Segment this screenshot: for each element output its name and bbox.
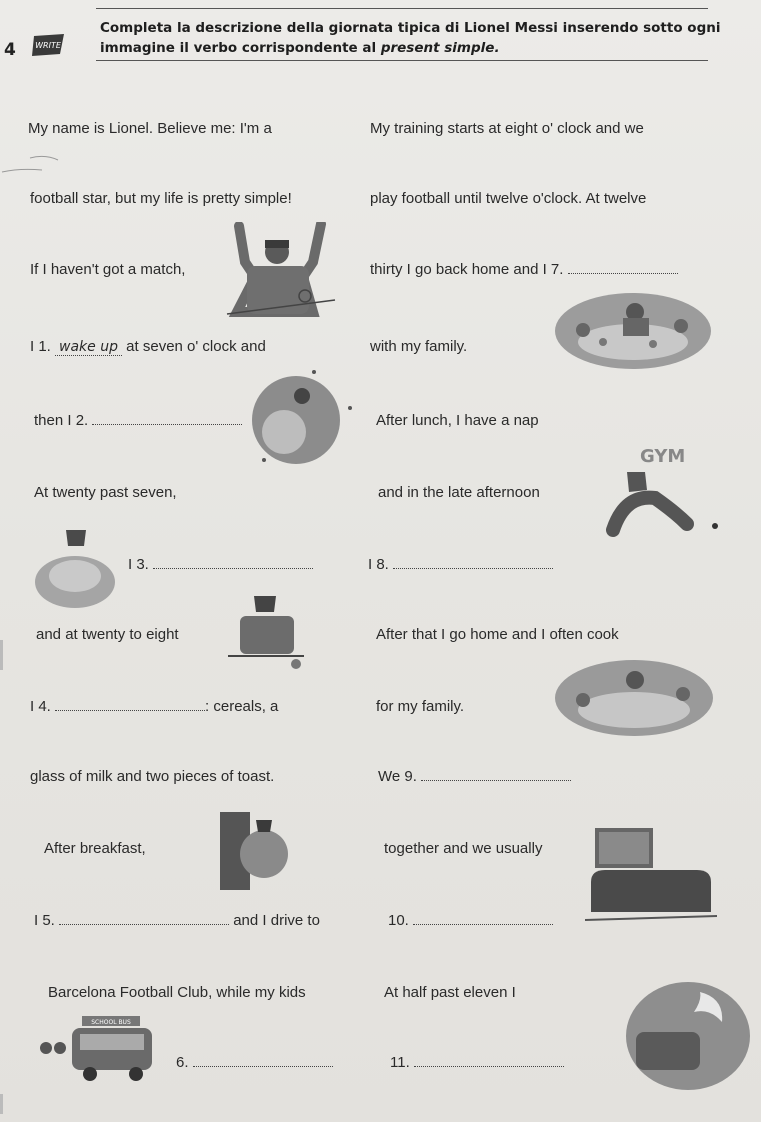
left-line-1: My name is Lionel. Believe me: I'm a <box>28 120 272 137</box>
left-line-12: I 5. and I drive to <box>34 912 320 929</box>
answer-9-blank[interactable] <box>421 768 571 781</box>
answer-8-blank[interactable] <box>393 556 553 569</box>
family-dinner-illustration-icon <box>553 656 715 740</box>
left-line-4: I 1. wake up at seven o' clock and <box>30 338 266 355</box>
exercise-number: 4 <box>4 40 16 60</box>
instruction-line-1: Completa la descrizione della giornata tipica di Lionel Messi inserendo sotto ogni <box>100 20 721 36</box>
right-line-9: for my family. <box>376 698 465 715</box>
right-line-14: 11. <box>390 1054 564 1071</box>
right-line-12: 10. <box>388 912 553 929</box>
left-line-14: 6. <box>176 1054 333 1071</box>
left-line-8: and at twenty to eight <box>36 626 179 643</box>
family-lunch-illustration-icon <box>553 290 713 372</box>
left-line-9: I 4. : cereals, a <box>30 698 279 715</box>
answer-6-blank[interactable] <box>193 1054 333 1067</box>
right-line-2: play football until twelve o'clock. At twelve <box>370 190 647 207</box>
left-line-5: then I 2. <box>34 412 242 429</box>
answer-1[interactable]: wake up <box>55 339 122 356</box>
write-badge-icon <box>30 32 68 58</box>
answer-3-blank[interactable] <box>153 556 313 569</box>
badge-label: WRITE <box>35 41 61 50</box>
school-bus-illustration-icon <box>32 1012 158 1084</box>
breakfast-illustration-icon <box>226 594 306 670</box>
left-line-10: glass of milk and two pieces of toast. <box>30 768 275 785</box>
scribble-mark-icon <box>0 140 80 180</box>
margin-mark <box>0 640 3 670</box>
answer-10-blank[interactable] <box>413 912 553 925</box>
answer-7-blank[interactable] <box>568 261 678 274</box>
right-line-6: and in the late afternoon <box>378 484 540 501</box>
dressing-illustration-icon <box>30 520 120 610</box>
right-line-11: together and we usually <box>384 840 543 857</box>
answer-4-blank[interactable] <box>55 698 205 711</box>
watch-tv-illustration-icon <box>585 826 717 922</box>
header-top-rule <box>96 8 708 9</box>
gym-illustration-icon <box>605 432 720 544</box>
instruction-line-2: immagine il verbo corrispondente al present simple. <box>100 40 500 56</box>
right-line-7: I 8. <box>368 556 553 573</box>
answer-2-blank[interactable] <box>92 412 242 425</box>
right-line-13: At half past eleven I <box>384 984 516 1001</box>
left-line-7: I 3. <box>128 556 313 573</box>
left-line-6: At twenty past seven, <box>34 484 177 501</box>
right-line-1: My training starts at eight o' clock and we <box>370 120 644 137</box>
leaving-home-illustration-icon <box>208 808 288 892</box>
right-line-3: thirty I go back home and I 7. <box>370 261 678 278</box>
left-line-13: Barcelona Football Club, while my kids <box>48 984 306 1001</box>
right-line-4: with my family. <box>370 338 468 355</box>
bus-sign-text: SCHOOL BUS <box>91 1019 131 1026</box>
left-line-11: After breakfast, <box>44 840 146 857</box>
margin-mark <box>0 1094 3 1114</box>
right-line-5: After lunch, I have a nap <box>376 412 539 429</box>
left-line-3: If I haven't got a match, <box>30 261 186 278</box>
answer-5-blank[interactable] <box>59 912 229 925</box>
right-line-10: We 9. <box>378 768 571 785</box>
right-line-8: After that I go home and I often cook <box>376 626 619 643</box>
gym-sign-text: GYM <box>640 446 686 467</box>
answer-11-blank[interactable] <box>414 1054 564 1067</box>
header-bottom-rule <box>96 60 708 61</box>
left-line-2: football star, but my life is pretty simple! <box>30 190 292 207</box>
wake-up-illustration-icon <box>225 222 337 322</box>
shower-illustration-icon <box>244 368 356 470</box>
sleep-illustration-icon <box>612 978 752 1094</box>
